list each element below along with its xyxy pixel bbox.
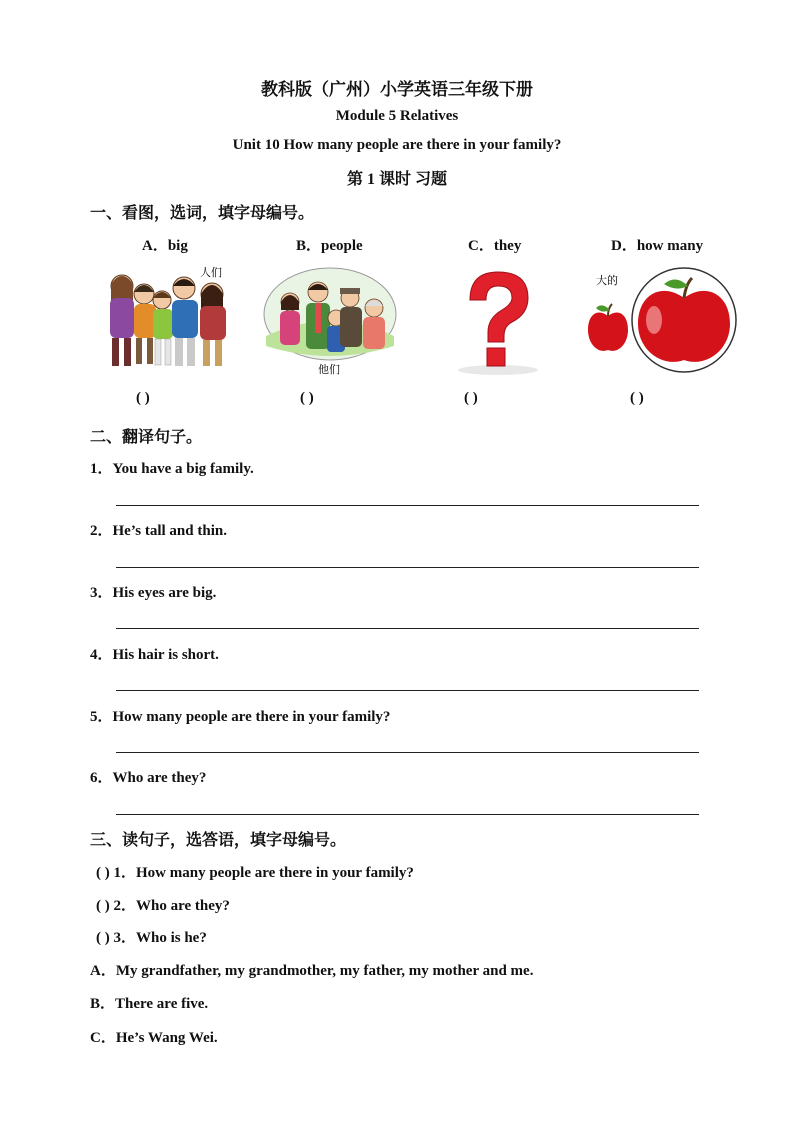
option-d: D．how many <box>611 238 704 254</box>
translate-sentence-2: 2．He’s tall and thin. <box>90 523 227 539</box>
section2-heading: 二、翻译句子。 <box>90 429 203 446</box>
answer-line-5[interactable] <box>116 752 699 753</box>
answer-line-6[interactable] <box>116 814 699 815</box>
section1-heading: 一、看图，选词，填字母编号。 <box>90 205 315 222</box>
translate-sentence-1: 1．You have a big family. <box>90 461 254 477</box>
apples-picture <box>588 264 738 376</box>
match-question-1[interactable]: ( ) 1．How many people are there in your family? <box>96 865 414 881</box>
answer-line-2[interactable] <box>116 567 699 568</box>
big-picture-label: 大的 <box>596 274 618 287</box>
answer-line-3[interactable] <box>116 628 699 629</box>
answer-blank-3[interactable]: ( ) <box>464 390 478 406</box>
section3-heading: 三、读句子，选答语，填字母编号。 <box>90 832 347 849</box>
kids-group-picture <box>102 264 232 376</box>
answer-option-c: C．He’s Wang Wei. <box>90 1030 218 1046</box>
option-b: B．people <box>296 238 363 254</box>
translate-sentence-4: 4．His hair is short. <box>90 647 219 663</box>
answer-line-4[interactable] <box>116 690 699 691</box>
translate-sentence-5: 5．How many people are there in your family? <box>90 709 391 725</box>
answer-blank-2[interactable]: ( ) <box>300 390 314 406</box>
module-title: Module 5 Relatives <box>335 108 459 124</box>
answer-line-1[interactable] <box>116 505 699 506</box>
option-c: C．they <box>468 238 522 254</box>
answer-option-a: A．My grandfather, my grandmother, my father, my mother and me. <box>90 963 534 979</box>
translate-sentence-6: 6．Who are they? <box>90 770 207 786</box>
answer-blank-1[interactable]: ( ) <box>136 390 150 406</box>
option-a: A．big <box>142 238 188 254</box>
match-question-2[interactable]: ( ) 2．Who are they? <box>96 898 230 914</box>
answer-blank-4[interactable]: ( ) <box>630 390 644 406</box>
unit-title: Unit 10 How many people are there in your family? <box>232 137 562 153</box>
question-mark-picture <box>452 266 544 378</box>
family-oval-picture <box>262 266 398 378</box>
match-question-3[interactable]: ( ) 3．Who is he? <box>96 930 207 946</box>
people-picture-label: 人们 <box>200 266 222 279</box>
answer-option-b: B．There are five. <box>90 996 209 1012</box>
they-picture-label: 他们 <box>318 363 340 376</box>
translate-sentence-3: 3．His eyes are big. <box>90 585 217 601</box>
lesson-title: 第 1 课时 习题 <box>346 171 447 188</box>
page-title: 教科版（广州）小学英语三年级下册 <box>261 80 533 99</box>
